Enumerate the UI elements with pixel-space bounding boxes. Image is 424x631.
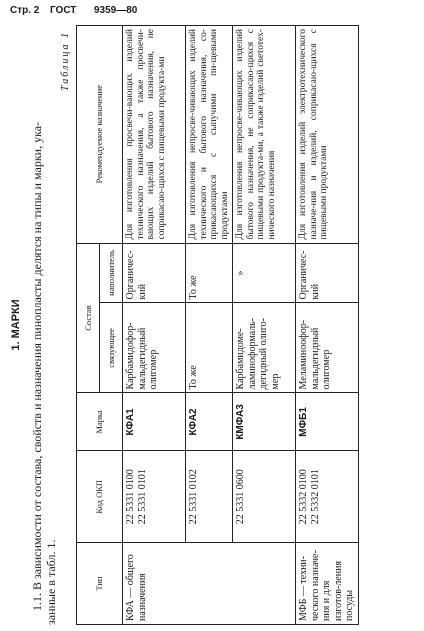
standard-label: ГОСТ [50, 5, 77, 16]
cell-type: КФА — общего назначения [123, 543, 296, 625]
cell-purpose: Для изготовления непросве-чивающих изделий технического и бытового назначения, со-прикасающихся с сыпучими пи-щевыми продуктами [186, 26, 233, 244]
header-composition: Состав [77, 243, 100, 393]
cell-filler: » [233, 243, 296, 303]
cell-okp: 22 5331 0102 [186, 451, 233, 543]
cell-filler: Органичес-кий [123, 243, 186, 303]
table-row [186, 26, 233, 625]
cell-binder: То же [186, 303, 233, 393]
header-type: Тип [77, 543, 123, 625]
cell-filler: Органичес-кий [296, 243, 359, 303]
cell-purpose: Для изготовления изделий электротехнического назначе-ния и изделий, соприкасаю-щихся с пищевыми продуктами [296, 26, 359, 244]
rotated-page-content [8, 25, 418, 625]
cell-purpose: Для изготовления просвечи-вающих изделий технического назначения, а также просвечи-вающих изделий бытового назначения, не соприкасаю-щихся с пищевыми продукта-ми [123, 26, 186, 244]
standard-number: 9359—80 [94, 5, 138, 16]
page-number: Стр. 2 [10, 5, 40, 16]
header-filler: наполнитель [100, 243, 123, 303]
header-binder: связующее [100, 303, 123, 393]
cell-purpose: Для изготовления непросве-чивающих изделий бытового назначения, не соприкасаю-щихся с пищевыми продукта-ми, а также изделий светотех-нического назначения [233, 26, 296, 244]
cell-mark: КФА1 [123, 393, 186, 451]
cell-mark: КФА2 [186, 393, 233, 451]
header-mark: Марка [77, 393, 123, 451]
cell-binder: Карбамидофор-мальдегидный олигомер [123, 303, 186, 393]
cell-type: МФБ — техни-ческого назначе-ния и для изготов-ления посуды [296, 543, 359, 625]
table-row [233, 26, 296, 625]
cell-okp: 22 5331 0100 22 5331 0101 [123, 451, 186, 543]
header-purpose: Рекомендуемое назначение [77, 26, 123, 244]
intro-paragraph [30, 25, 58, 625]
page-header [10, 2, 210, 22]
intro-line-1: 1.1. В зависимости от состава, свойств и назначения пинопласты делятся на типы и марки, ука- [30, 121, 44, 611]
table-label: Таблица 1 [60, 31, 71, 91]
cell-okp: 22 5331 0600 [233, 451, 296, 543]
cell-filler: То же [186, 243, 233, 303]
cell-mark: МФБ1 [296, 393, 359, 451]
intro-line-2: занные в табл. 1. [44, 539, 58, 625]
cell-okp: 22 5332 0100 22 5332 0101 [296, 451, 359, 543]
cell-binder: Карбамидоме-ламиноформаль-дегидный олиго-мер [233, 303, 296, 393]
table-row [296, 26, 359, 625]
section-title: 1. МАРКИ [10, 299, 22, 351]
cell-binder: Меламиноофор-мальдегидный олигомер [296, 303, 359, 393]
cell-mark: КМФА3 [233, 393, 296, 451]
table-row [123, 26, 186, 625]
header-okp: Код ОКП [77, 451, 123, 543]
marks-table [76, 25, 359, 625]
